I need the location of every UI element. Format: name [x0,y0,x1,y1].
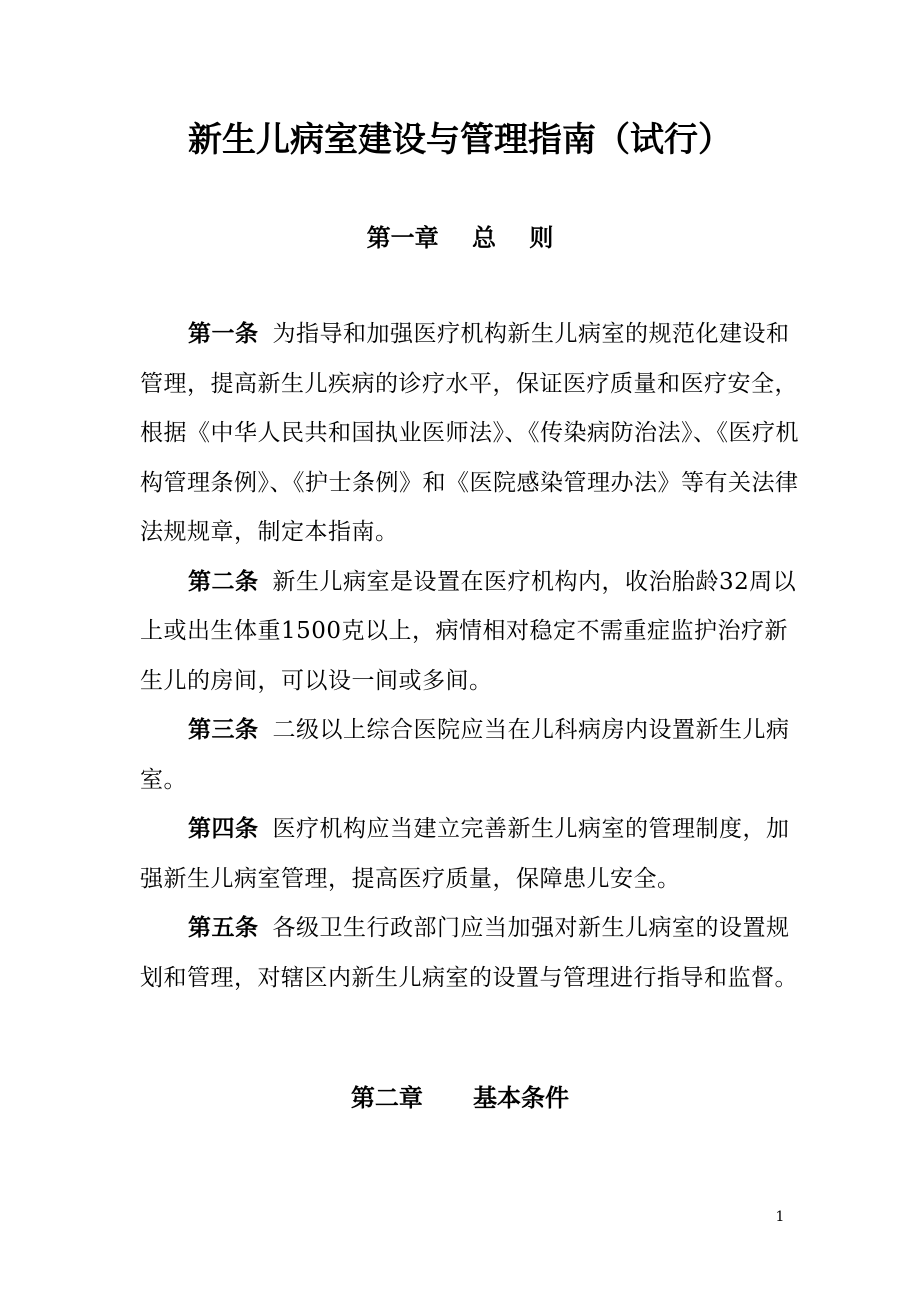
article-label: 第四条 [188,816,259,842]
article-text: 为指导和加强医疗机构新生儿病室的规范化建设和管理，提高新生儿疾病的诊疗水平，保证医疗质量和医疗安全，根据《中华人民共和国执业医师法》、《传染病防治法》、《医疗机构管理条例》、《护士条例》和《医院感染管理办法》等有关法律法规规章，制定本指南。 [140,321,799,545]
article-text: 医疗机构应当建立完善新生儿病室的管理制度，加强新生儿病室管理，提高医疗质量，保障患儿安全。 [140,816,790,892]
article-label: 第二条 [188,568,259,595]
chapter-1-articles [140,310,800,1003]
document-title: 新生儿病室建设与管理指南（试行） [188,120,732,160]
article-label: 第五条 [188,915,259,941]
article-5 [140,904,800,1003]
article-label: 第一条 [188,321,259,347]
article-label: 第三条 [188,717,259,743]
article-1 [140,310,800,558]
article-3 [140,706,800,805]
page-number: 1 [775,1209,785,1225]
article-2 [140,558,800,707]
article-text: 各级卫生行政部门应当加强对新生儿病室的设置规划和管理，对辖区内新生儿病室的设置与管理进行指导和监督。 [140,915,798,991]
chapter-2-heading: 第二章 基本条件 [350,1084,570,1112]
article-text: 二级以上综合医院应当在儿科病房内设置新生儿病室。 [140,717,790,793]
chapter-1-heading: 第一章 总 则 [366,224,554,252]
article-text: 新生儿病室是设置在医疗机构内，收治胎龄32周以上或出生体重1500克以上，病情相对稳定不需重症监护治疗新生儿的房间，可以设一间或多间。 [140,568,797,694]
article-4 [140,805,800,904]
